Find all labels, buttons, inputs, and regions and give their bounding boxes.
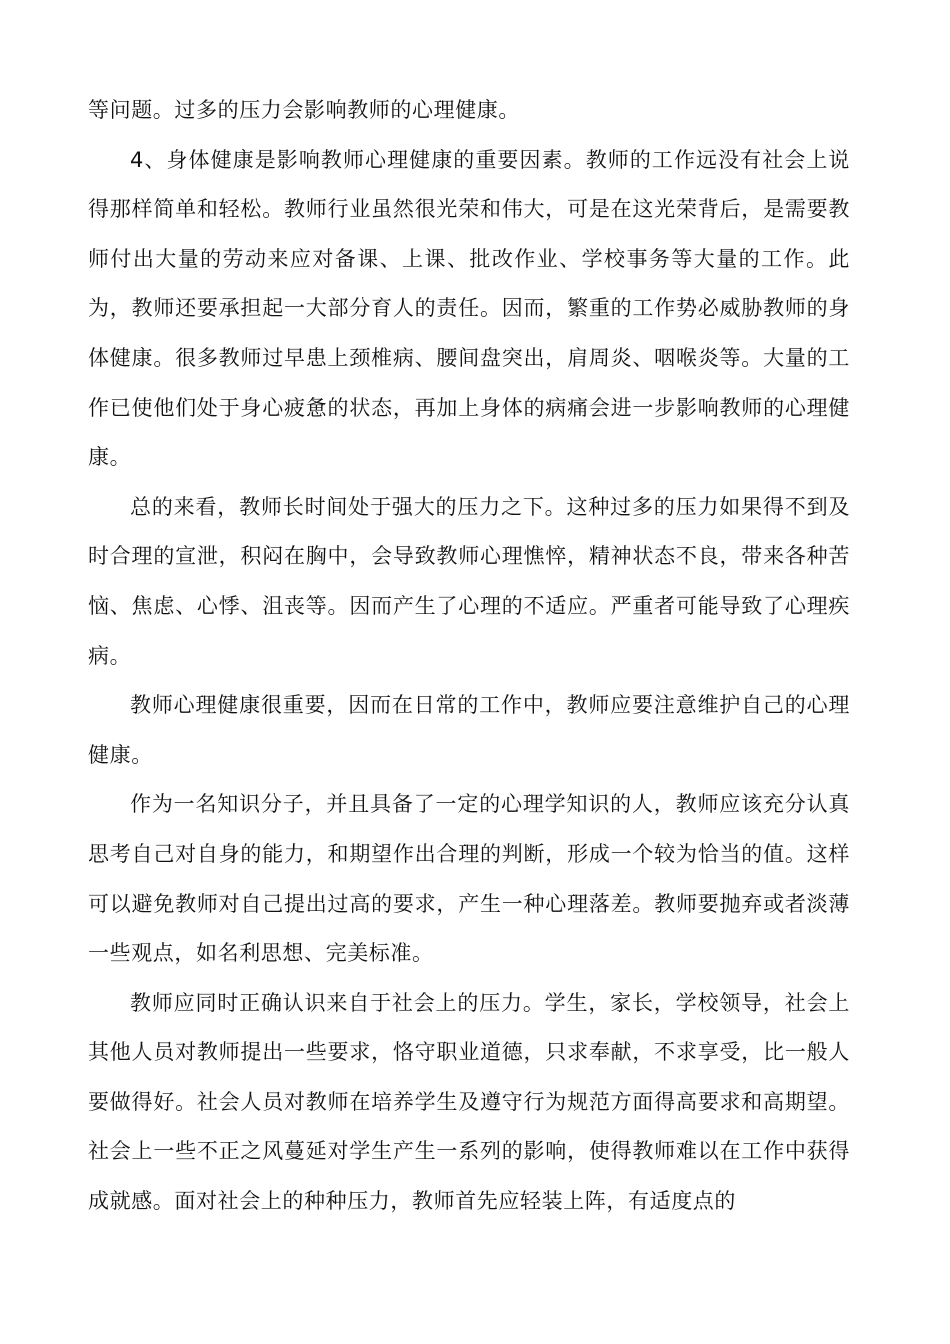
paragraph-maintain-health: 教师心理健康很重要，因而在日常的工作中，教师应要注意维护自己的心理健康。 xyxy=(88,693,850,767)
paragraph-social-pressure: 教师应同时正确认识来自于社会上的压力。学生，家长，学校领导，社会上其他人员对教师提出一些要求，恪守职业道德，只求奉献，不求享受，比一般人要做得好。社会人员对教师在培养学生及遵守行为规范方面得高要求和高期望。社会上一些不正之风蔓延对学生产生一系列的影响，使得教师难以在工作中获得成就感。面对社会上的种种压力，教师首先应轻装上阵，有适度点的 xyxy=(88,990,850,1214)
paragraph-overall-pressure: 总的来看，教师长时间处于强大的压力之下。这种过多的压力如果得不到及时合理的宣泄，积闷在胸中，会导致教师心理憔悴，精神状态不良，带来各种苦恼、焦虑、心悸、沮丧等。因而产生了心理的不适应。严重者可能导致了心理疾病。 xyxy=(88,494,850,668)
paragraph-self-assessment: 作为一名知识分子，并且具备了一定的心理学知识的人，教师应该充分认真思考自己对自身的能力，和期望作出合理的判断，形成一个较为恰当的值。这样可以避免教师对自己提出过高的要求，产生一种心理落差。教师要抛弃或者淡薄一些观点，如名利思想、完美标准。 xyxy=(88,792,850,966)
paragraph-continuation: 等问题。过多的压力会影响教师的心理健康。 xyxy=(88,98,520,122)
paragraph-physical-health: 4、身体健康是影响教师心理健康的重要因素。教师的工作远没有社会上说得那样简单和轻松。教师行业虽然很光荣和伟大，可是在这光荣背后，是需要教师付出大量的劳动来应对备课、上课、批改作业、学校事务等大量的工作。此为，教师还要承担起一大部分育人的责任。因而，繁重的工作势必威胁教师的身体健康。很多教师过早患上颈椎病、腰间盘突出，肩周炎、咽喉炎等。大量的工作已使他们处于身心疲惫的状态，再加上身体的病痛会进一步影响教师的心理健康。 xyxy=(88,147,850,470)
document-body xyxy=(88,86,850,1227)
